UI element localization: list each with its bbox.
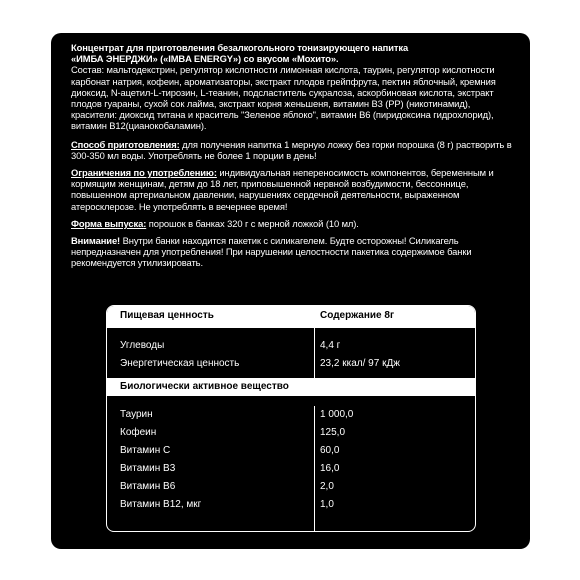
table-row	[107, 424, 475, 442]
row-value: 16,0	[320, 463, 340, 474]
header-content-8g: Содержание 8г	[320, 310, 395, 321]
table-row	[107, 337, 475, 355]
release-form-paragraph	[71, 218, 517, 229]
composition-label: Состав:	[71, 64, 104, 76]
preparation-paragraph	[71, 139, 517, 161]
table-row	[107, 496, 475, 514]
product-title-line1: Концентрат для приготовления безалкогольного тонизирующего напитка	[71, 42, 409, 53]
row-name: Таурин	[120, 409, 153, 420]
row-value: 4,4 г	[320, 340, 341, 351]
row-name: Кофеин	[120, 427, 157, 438]
header-nutrition-value: Пищевая ценность	[120, 310, 214, 321]
column-divider	[314, 328, 315, 388]
row-value: 125,0	[320, 427, 346, 438]
table-row	[107, 355, 475, 373]
column-divider	[314, 406, 315, 531]
warning-text: Внутри банки находится пакетик с силикагелем. Будте осторожны! Силикагель непредназначен для употребления! При нарушении целостности пакетика содержимое банки рекомендуется утилизировать.	[71, 235, 472, 269]
table-row	[107, 460, 475, 478]
product-title-line2: «ИМБА ЭНЕРДЖИ» («IMBA ENERGY») со вкусом «Мохито».	[71, 53, 339, 65]
preparation-text: для получения напитка 1 мерную ложку без горки порошка (8 г) растворить в 300-350 мл воды. Употреблять не более 1 порции в день!	[71, 138, 512, 161]
row-name: Витамин С	[120, 445, 171, 456]
table-row	[107, 406, 475, 424]
warning-label: Внимание!	[71, 235, 121, 247]
release-form-label: Форма выпуска:	[71, 217, 147, 229]
row-name: Витамин В12, мкг	[120, 499, 202, 510]
row-value: 1,0	[320, 499, 334, 510]
row-name: Витамин В6	[120, 481, 176, 492]
table-row	[107, 442, 475, 460]
row-value: 2,0	[320, 481, 334, 492]
row-name: Углеводы	[120, 340, 165, 351]
table-row	[107, 478, 475, 496]
row-value: 60,0	[320, 445, 340, 456]
intro-paragraph	[71, 42, 517, 132]
release-form-text: порошок в банках 320 г с мерной ложкой (10 мл).	[146, 217, 359, 229]
restrictions-text: индивидуальная непереносимость компонентов, беременным и кормящим женщинам, детям до 18 лет, приповышенной нервной возбудимости, бессоннице, повышенном артериальном давлении, нарушениях сердечной деятельности, выраженном атеросклерозе. Не употреблять в вечернее время!	[71, 167, 494, 212]
nutrition-table	[106, 305, 476, 532]
preparation-label: Способ приготовления:	[71, 138, 180, 150]
restrictions-paragraph	[71, 167, 517, 212]
row-value: 23,2 ккал/ 97 кДж	[320, 358, 400, 369]
row-name: Витамин В3	[120, 463, 176, 474]
label-panel	[51, 33, 530, 549]
row-name: Энергетическая ценность	[120, 358, 240, 369]
bio-section-title: Биологически активное вещество	[120, 381, 289, 392]
composition-text: мальтодекстрин, регулятор кислотности лимонная кислота, таурин, регулятор кислотности карбонат натрия, кофеин, ароматизаторы, экстракт плодов грейпфрута, пектин яблочный, кремния диоксид, N-ацетил-L-тирозин, L-теанин, подсластитель сукралоза, аскорбиновая кислота, экстракт плодов гуараны, сухой сок лайма, экстракт корня женьшеня, витамин В3 (РР) (никотинамид), красители: диоксид титана и краситель "Зеленое яблоко", витамин В6 (пиридоксина гидрохлорид), витамин В12(цианокобаламин).	[71, 64, 496, 132]
label-text	[71, 42, 517, 275]
restrictions-label: Ограничения по употреблению:	[71, 167, 217, 179]
bio-section-header	[107, 378, 475, 396]
table-header	[107, 306, 475, 328]
row-value: 1 000,0	[320, 409, 354, 420]
warning-paragraph	[71, 235, 517, 269]
